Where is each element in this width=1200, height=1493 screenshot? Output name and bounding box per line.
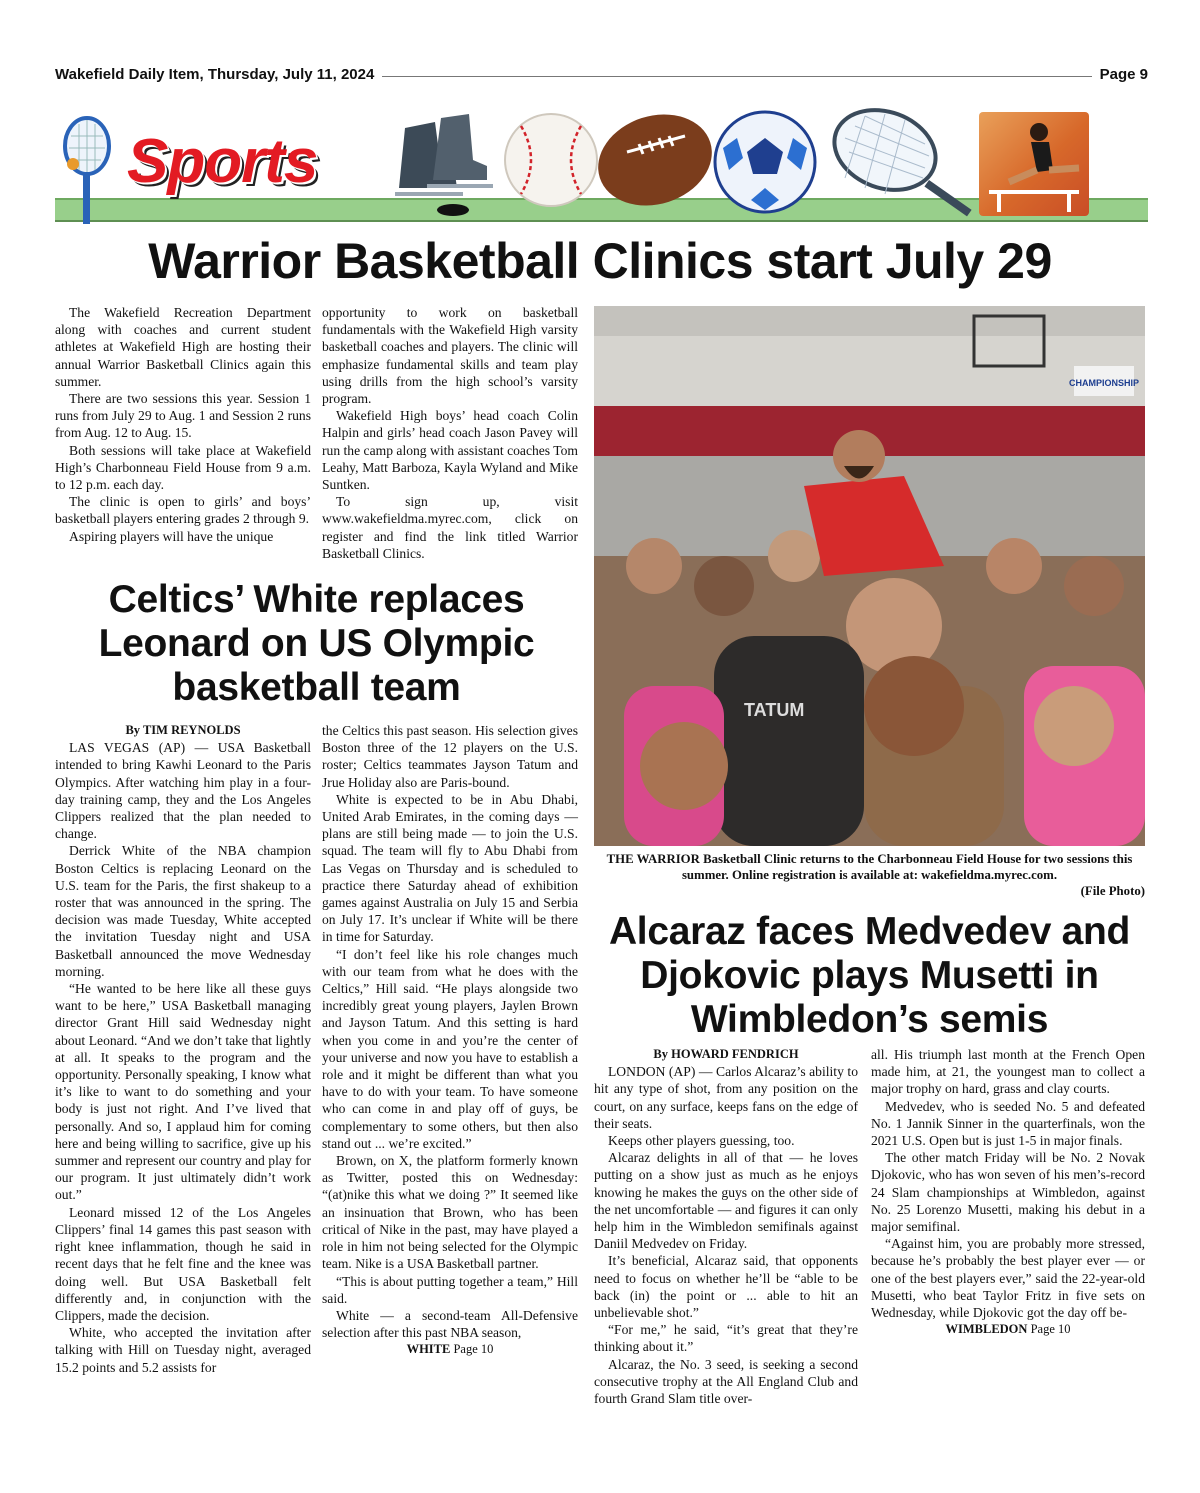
clinic-photo-illustration — [594, 306, 1145, 846]
paragraph: “I don’t feel like his role changes much with our team from what he does with the Celtics,” Hill said. “He plays alongside two incredibly great young players, Jaylen Brown and Jayson Tatum. And this setting is hard when you come in and you’re the center of your universe and now you have to establish a role and it might be different than what you have to do with your team. To have someone who can come in and play off of guys, be complementary to some others, but then also stand out ... we’re excited.” — [322, 946, 578, 1151]
paragraph: Both sessions will take place at Wakefield High’s Charbonneau Field House from 9 a.m. to 12 p.m. each day. — [55, 442, 311, 493]
paragraph: White is expected to be in Abu Dhabi, United Arab Emirates, in the coming days — plans are still being made — to join the U.S. squad. The team will fly to Abu Dhabi from Las Vegas on Thursday and is scheduled to practice there Saturday ahead of exhibition games against Australia on July 15 and Serbia on July 17. It’s unclear if White will be there in time for Saturday. — [322, 791, 578, 945]
paragraph: The other match Friday will be No. 2 Novak Djokovic, who has won seven of his men’s-record 24 Slam championships at Wimbledon, against No. 25 Lorenzo Musetti, making his debut in a major semifinal. — [871, 1150, 1145, 1235]
photo-caption — [594, 851, 1145, 899]
clinic-photo — [594, 306, 1145, 846]
page-number: Page 9 — [1092, 66, 1148, 83]
celtics-story-col-1 — [55, 722, 311, 1376]
wimbledon-jump-line — [871, 1321, 1145, 1338]
paragraph: opportunity to work on basketball fundamentals with the Wakefield High varsity basketball coaches and players. The clinic will emphasize fundamental skills and team play using drills from the high school’s varsity program. — [322, 305, 578, 407]
sports-banner — [55, 108, 1148, 223]
wimbledon-story-col-1 — [594, 1046, 858, 1407]
paragraph: To sign up, visit www.wakefieldma.myrec.com, click on register and find the link titled Warrior Basketball Clinics. — [322, 494, 578, 561]
sports-section-title: Sports — [127, 127, 318, 196]
paragraph: Keeps other players guessing, too. — [608, 1133, 795, 1149]
wimbledon-byline: By HOWARD FENDRICH — [653, 1047, 799, 1061]
wimbledon-headline: Alcaraz faces Medvedev and Djokovic plays Musetti in Wimbledon’s semis — [608, 910, 1131, 1041]
paragraph: It’s beneficial, Alcaraz said, that opponents need to focus on whether he’ll be “able to be back (in) the point or ... able to hit an unbelievable shot.” — [594, 1253, 858, 1321]
paragraph: The clinic is open to girls’ and boys’ basketball players entering grades 2 through 9. — [55, 494, 311, 527]
tennis-racket-icon — [825, 108, 985, 220]
paragraph: Alcaraz, the No. 3 seed, is seeking a second consecutive trophy at the All England Club and fourth Grand Slam title over- — [594, 1356, 858, 1407]
paragraph: LAS VEGAS (AP) — USA Basketball intended to bring Kawhi Leonard to the Paris Olympics. After watching him play in a four-day training camp, they and the Los Angeles Clippers realized that the plan needed to change. — [55, 740, 311, 842]
page-header — [55, 66, 1148, 88]
paragraph: “This is about putting together a team,” Hill said. — [322, 1273, 578, 1306]
paragraph: Leonard missed 12 of the Los Angeles Clippers’ final 14 games this past season with right knee inflammation, though he said in recent days that he felt fine and the knee was doing well. But USA Basketball felt differently and, in conjunction with the Clippers, made the decision. — [55, 1204, 311, 1323]
wimbledon-jump-word: WIMBLEDON — [945, 1322, 1028, 1337]
paragraph: Derrick White of the NBA champion Boston Celtics is replacing Leonard on the U.S. team for the Paris, the first shakeup to a roster that was announced in the spring. The decision was made Tuesday, White accepted the invitation Tuesday night and USA Basketball announced the move Wednesday morning. — [55, 843, 311, 979]
paragraph: Medvedev, who is seeded No. 5 and defeated No. 1 Jannik Sinner in the quarterfinals, won the 2021 U.S. Open but is just 1-5 in major finals. — [871, 1098, 1145, 1149]
paragraph: the Celtics this past season. His selection gives Boston three of the 12 players on the U.S. roster; Celtics teammates Jayson Tatum and Jrue Holiday also are Paris-bound. — [322, 723, 578, 790]
paragraph: There are two sessions this year. Session 1 runs from July 29 to Aug. 1 and Session 2 runs from Aug. 12 to Aug. 15. — [55, 391, 311, 441]
paragraph: Brown, on X, the platform formerly known as Twitter, posted this on Wednesday: “(at)nike this what we doing ?” It seemed like an insinuation that Brown, who has been critical of Nike in the past, may have played a role in him not being selected for the Olympic team. Nike is a USA Basketball partner. — [322, 1153, 578, 1272]
hurdler-illustration — [979, 112, 1089, 216]
paragraph: Wakefield High boys’ head coach Colin Halpin and girls’ head coach Jason Pavey will run the camp along with assistant coaches Tom Leahy, Matt Barboza, Kayla Wyland and Mike Suntken. — [322, 408, 578, 493]
paragraph: Alcaraz delights in all of that — he loves putting on a show just as much as he enjoys knowing he makes the guys on the other side of the net uncomfortable — and figures it can only help him in the Wimbledon semifinals against Daniil Medvedev on Friday. — [594, 1150, 858, 1252]
paragraph: The Wakefield Recreation Department along with coaches and current student athletes at Wakefield High are hosting their annual Warrior Basketball Clinics again this summer. — [55, 305, 311, 389]
wimbledon-jump-page[interactable]: Page 10 — [1030, 1322, 1071, 1337]
celtics-story-col-2 — [322, 722, 578, 1359]
celtics-byline: By TIM REYNOLDS — [125, 723, 241, 737]
tatum-jersey-text: TATUM — [744, 700, 805, 720]
championship-sign: CHAMPIONSHIP — [1068, 378, 1140, 388]
paragraph: “Against him, you are probably more stressed, because he’s probably the best player ever — or one of the best players ever,” said the 22-year-old Musetti, who beat Taylor Fritz in five sets on Wednesday, while Djokovic got the day off be- — [871, 1236, 1145, 1321]
football-icon — [593, 108, 717, 212]
publication-dateline: Wakefield Daily Item, Thursday, July 11, 2024 — [55, 66, 382, 83]
paragraph: “For me,” he said, “it’s great that they’re thinking about it.” — [594, 1322, 858, 1355]
paragraph: Aspiring players will have the unique — [69, 528, 274, 544]
paragraph: “He wanted to be here like all these guys want to be here,” USA Basketball managing director Grant Hill said Wednesday night about Leonard. “And we don’t take that lightly at all. It speaks to the program and the opportunity. Personally speaking, I know what it’s like to want to do something and your body is just not right. And I’ve lived that personally. And so, I applaud him for coming here and being willing to sacrifice, give up his summer and represent our country and play for our program. It just ultimately didn’t work out.” — [55, 981, 311, 1203]
paragraph: White, who accepted the invitation after talking with Hill on Tuesday night, averaged 15.2 points and 5.2 assists for — [55, 1325, 311, 1375]
celtics-headline: Celtics’ White replaces Leonard on US Olympic basketball team — [98, 578, 535, 709]
lead-story-col-2 — [322, 304, 578, 562]
celtics-jump-line — [322, 1341, 578, 1358]
soccer-ball-icon — [711, 108, 819, 216]
baseball-icon — [501, 110, 601, 210]
lacrosse-stick-icon — [57, 116, 127, 226]
photo-caption-text: THE WARRIOR Basketball Clinic returns to the Charbonneau Field House for two sessions this summer. Online registration is available at: wakefieldma.myrec.com. — [606, 852, 1133, 882]
celtics-jump-page[interactable]: Page 10 — [453, 1342, 494, 1357]
lead-story-col-1 — [55, 304, 311, 545]
photo-credit: (File Photo) — [1080, 884, 1145, 898]
wimbledon-story-col-2 — [871, 1046, 1145, 1338]
paragraph: LONDON (AP) — Carlos Alcaraz’s ability to hit any type of shot, from any position on the court, on any surface, keeps fans on the edge of their seats. — [594, 1064, 858, 1131]
paragraph: all. His triumph last month at the French Open made him, at 21, the youngest man to collect a major trophy on hard, grass and clay courts. — [871, 1047, 1145, 1097]
lead-headline: Warrior Basketball Clinics start July 29 — [148, 233, 1052, 289]
celtics-jump-word: WHITE — [406, 1342, 451, 1357]
paragraph: White — a second-team All-Defensive selection after this past NBA season, — [322, 1307, 578, 1341]
ice-skates-icon — [385, 108, 495, 220]
